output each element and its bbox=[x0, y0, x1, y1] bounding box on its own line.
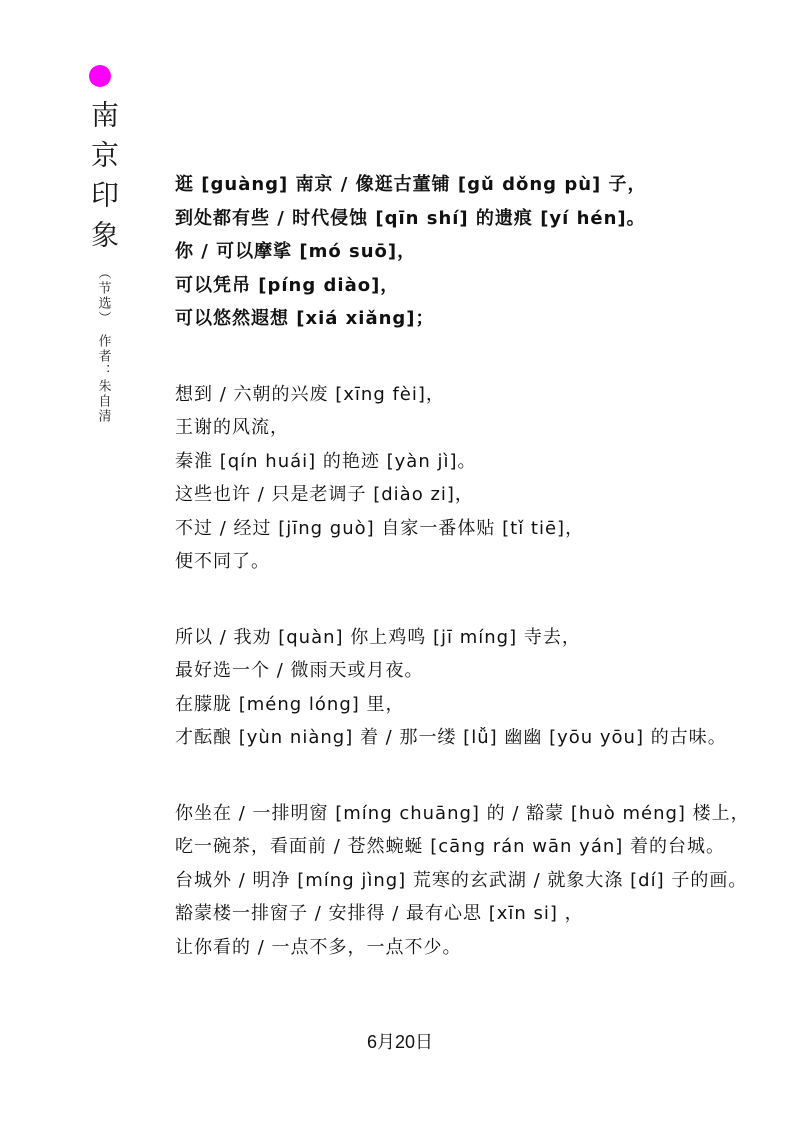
stanza-2 bbox=[175, 378, 775, 579]
poem-line: 可以悠然遐想 [xiá xiǎng]； bbox=[175, 308, 435, 329]
poem-line: 想到 / 六朝的兴废 [xīng fèi]， bbox=[175, 383, 445, 405]
poem-line: 这些也许 / 只是老调子 [diào zi]， bbox=[175, 484, 474, 505]
excerpt-note: （节选） bbox=[95, 266, 111, 326]
poem-title: 南京印象 bbox=[87, 100, 120, 260]
poem-line: 你 / 可以摩挲 [mó suō]， bbox=[175, 241, 417, 262]
poem-line: 台城外 / 明净 [míng jìng] 荒寒的玄武湖 / 就象大涤 [dí] 子的画。 bbox=[175, 869, 748, 891]
poem-line: 才酝酿 [yùn niàng] 着 / 那一缕 [lǚ] 幽幽 [yōu yōu] 的古味。 bbox=[175, 727, 727, 748]
stanza-3 bbox=[175, 621, 775, 755]
author-credit: 作者：朱自清 bbox=[95, 334, 111, 424]
magenta-dot-icon bbox=[89, 65, 111, 87]
poem-line: 你坐在 / 一排明窗 [míng chuāng] 的 / 豁蒙 [huò méng] 楼上， bbox=[175, 802, 750, 824]
poem-line: 秦淮 [qín huái] 的艳迹 [yàn jì]。 bbox=[175, 450, 477, 472]
stanza-1 bbox=[175, 168, 775, 336]
poem-line: 便不同了。 bbox=[175, 551, 270, 572]
side-header bbox=[88, 100, 118, 424]
poem-line: 不过 / 经过 [jīng guò] 自家一番体贴 [tǐ tiē]， bbox=[175, 517, 585, 539]
poem-line: 可以凭吊 [píng diào]， bbox=[175, 274, 400, 296]
stanza-4 bbox=[175, 797, 775, 965]
poem-line: 豁蒙楼一排窗子 / 安排得 / 最有心思 [xīn si] ， bbox=[175, 903, 584, 924]
poem-line: 到处都有些 / 时代侵蚀 [qīn shí] 的遗痕 [yí hén]。 bbox=[175, 207, 646, 229]
poem-line: 吃一碗茶，看面前 / 苍然蜿蜒 [cāng rán wān yán] 着的台城。 bbox=[175, 836, 726, 857]
date-label: 6月20日 bbox=[366, 1032, 434, 1052]
poem-body bbox=[175, 168, 775, 1006]
poem-line: 逛 [guàng] 南京 / 像逛古董铺 [gǔ dǒng pù] 子， bbox=[175, 174, 647, 195]
poem-line: 在朦胧 [méng lóng] 里， bbox=[175, 693, 405, 715]
poem-line: 最好选一个 / 微雨天或月夜。 bbox=[175, 660, 424, 681]
poem-line: 王谢的风流， bbox=[175, 417, 289, 438]
poem-line: 让你看的 / 一点不多，一点不少。 bbox=[175, 936, 462, 958]
poem-line: 所以 / 我劝 [quàn] 你上鸡鸣 [jī míng] 寺去， bbox=[175, 626, 581, 648]
